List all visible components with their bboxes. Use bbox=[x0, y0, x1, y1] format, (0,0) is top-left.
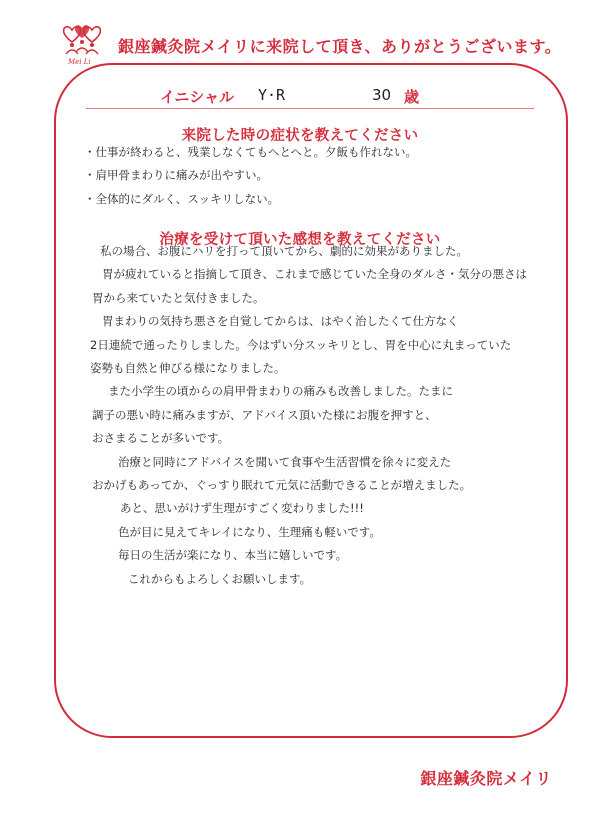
impression-line: これからもよろしくお願いします。 bbox=[128, 571, 312, 586]
page-header bbox=[60, 20, 580, 66]
clinic-logo bbox=[60, 20, 104, 64]
impression-line: 胃から来ていたと気付きました。 bbox=[92, 290, 265, 305]
symptom-line: ・全体的にダルく、スッキリしない。 bbox=[84, 191, 280, 206]
header-title: 銀座鍼灸院メイリに来院して頂き、ありがとうございます。 bbox=[118, 37, 562, 56]
impression-line: 調子の悪い時に痛みますが、アドバイス頂いた様にお腹を押すと、 bbox=[92, 407, 437, 422]
hearts-logo-icon bbox=[60, 20, 104, 60]
impression-line: おかげもあってか、ぐっすり眠れて元気に活動できることが増えました。 bbox=[92, 478, 472, 493]
initial-value: Y·R bbox=[258, 86, 286, 104]
age-value: 30 bbox=[372, 86, 392, 104]
impression-line: 胃まわりの気持ち悪さを自覚してからは、はやく治したくて仕方なく bbox=[102, 314, 459, 329]
divider bbox=[86, 108, 534, 109]
symptoms-title: 来院した時の症状を教えてください bbox=[181, 128, 419, 144]
symptoms-list bbox=[84, 141, 544, 211]
impression-line: 毎日の生活が楽になり、本当に嬉しいです。 bbox=[118, 548, 348, 563]
footer-clinic-name: 銀座鍼灸院メイリ bbox=[420, 769, 552, 788]
impression-line: あと、思いがけず生理がすごく変わりました!!! bbox=[120, 501, 364, 516]
impression-line: 胃が疲れていると指摘して頂き、これまで感じていた全身のダルさ・気分の悪さは bbox=[102, 267, 528, 282]
impression-line: 姿勢も自然と伸びる様になりました。 bbox=[90, 361, 286, 376]
symptom-line: ・肩甲骨まわりに痛みが出やすい。 bbox=[84, 168, 268, 183]
impression-line: 治療と同時にアドバイスを聞いて食事や生活習慣を徐々に変えた bbox=[118, 454, 452, 469]
initial-age-row bbox=[160, 86, 460, 108]
impressions-title: 治療を受けて頂いた感想を教えてください bbox=[159, 232, 441, 248]
initial-label: イニシャル bbox=[160, 88, 235, 106]
symptom-line: ・仕事が終わると、残業しなくてもへとへと。夕飯も作れない。 bbox=[84, 145, 418, 159]
impression-line: 2日連続で通ったりしました。今はずい分スッキリとし、胃を中心に丸まっていた bbox=[90, 337, 512, 352]
impression-line: 私の場合、お腹にハリを打って頂いてから、劇的に効果がありました。 bbox=[100, 244, 468, 258]
impressions-text bbox=[84, 240, 544, 591]
impression-line: 色が目に見えてキレイになり、生理痛も軽いです。 bbox=[118, 524, 381, 539]
age-label: 歳 bbox=[404, 88, 420, 106]
impression-line: また小学生の頃からの肩甲骨まわりの痛みも改善しました。たまに bbox=[108, 384, 453, 399]
impression-line: おさまることが多いです。 bbox=[92, 431, 230, 446]
logo-subtext: Mei Li bbox=[68, 58, 91, 66]
